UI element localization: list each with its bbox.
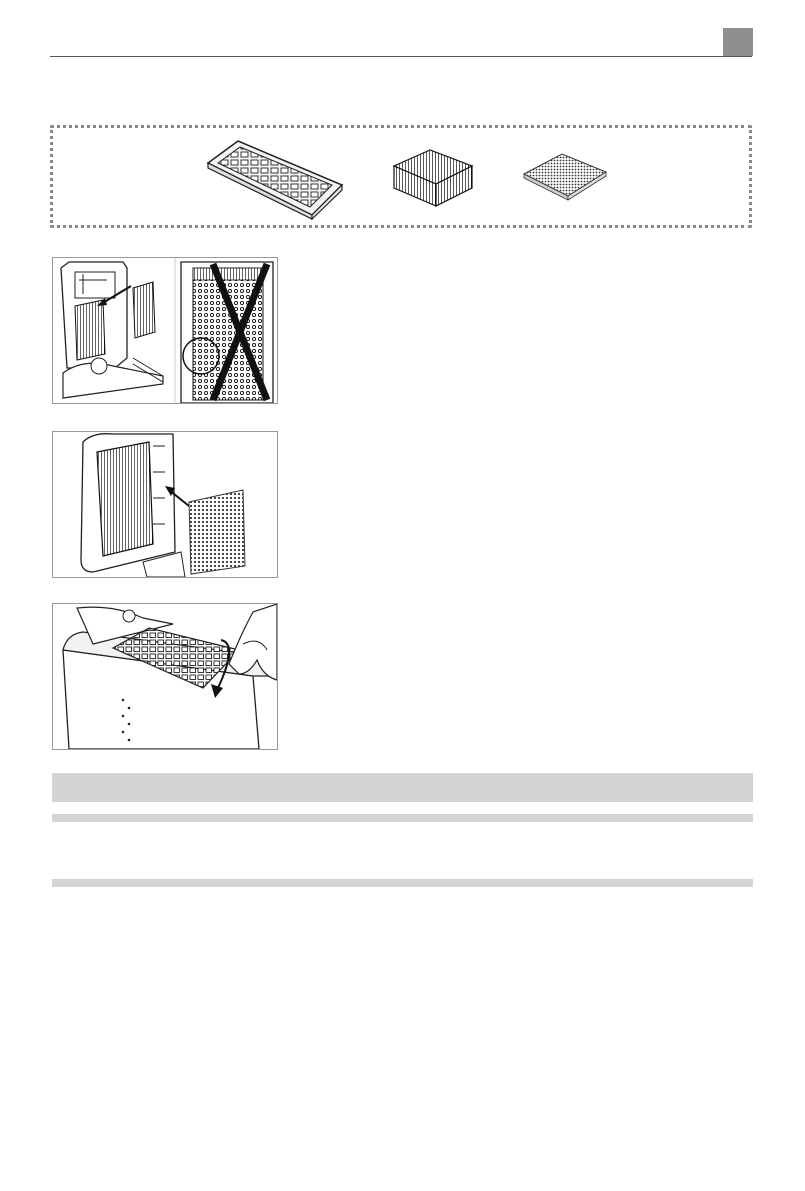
insert-tray-into-tank-illustration — [52, 603, 278, 750]
divider-band-bottom — [52, 879, 753, 887]
insert-honeycomb-filter-illustration — [52, 257, 278, 404]
divider-band-top — [52, 814, 753, 822]
header-rule — [50, 56, 752, 57]
attach-dust-filter-illustration — [52, 431, 278, 578]
section-heading-band — [52, 773, 753, 802]
page-tab — [723, 28, 753, 56]
honeycomb-filter-icon — [390, 146, 475, 210]
dust-filter-icon — [520, 150, 610, 208]
ice-pack-tray-icon — [200, 135, 345, 220]
